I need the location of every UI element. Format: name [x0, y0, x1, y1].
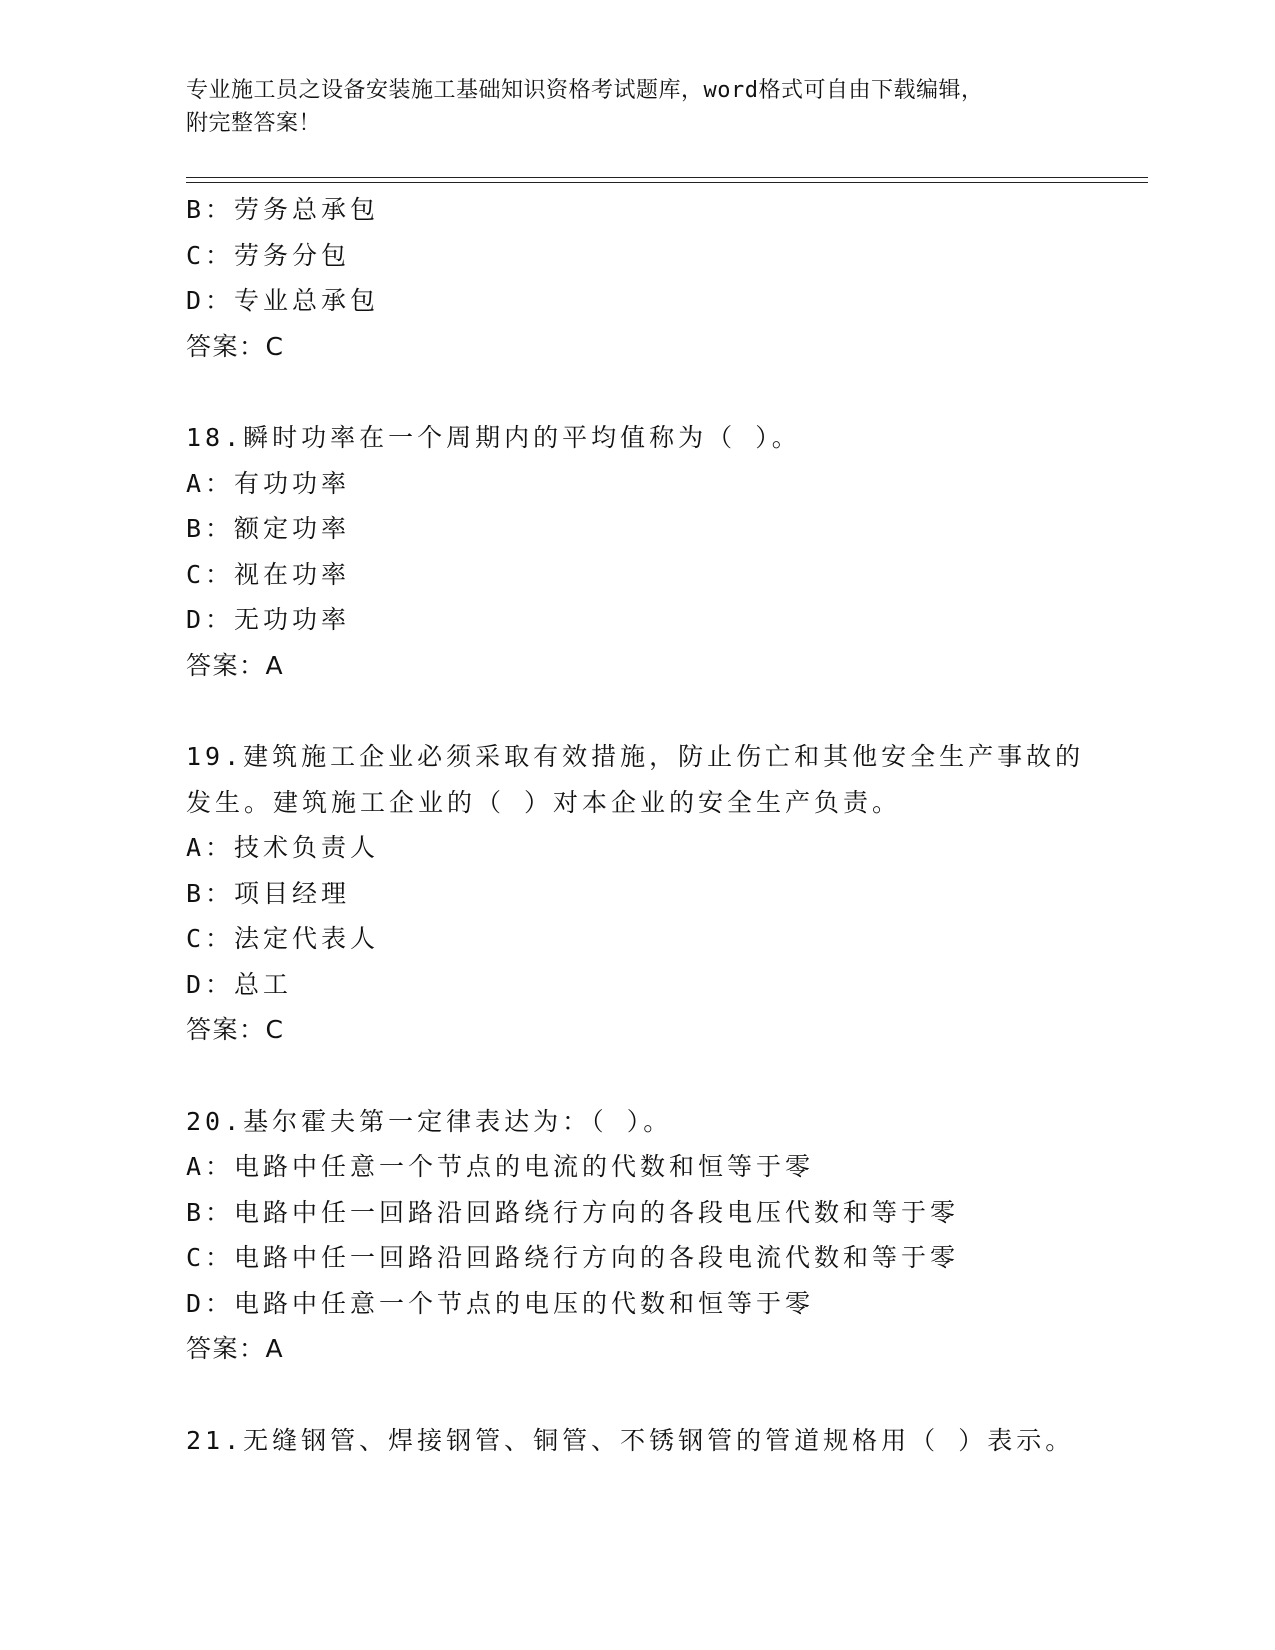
option-d: D：总工: [186, 969, 293, 999]
question-text: 21.无缝钢管、焊接钢管、铜管、不锈钢管的管道规格用（ ）表示。: [186, 1425, 1075, 1455]
answer: 答案：C: [186, 331, 285, 361]
question-text: 20.基尔霍夫第一定律表达为：（ ）。: [186, 1106, 673, 1136]
option-c: C：法定代表人: [186, 924, 380, 953]
header-title-line-1: 专业施工员之设备安装施工基础知识资格考试题库，word格式可自由下载编辑，: [186, 78, 984, 103]
option-a: A：有功功率: [186, 468, 351, 498]
header-divider-bottom: [186, 182, 1148, 183]
header-title-line-2: 附完整答案！: [186, 111, 322, 136]
header-divider-top: [186, 177, 1148, 178]
option-c: C：电路中任一回路沿回路绕行方向的各段电流代数和等于零: [186, 1243, 960, 1272]
question-text-continued: 发生。建筑施工企业的（ ）对本企业的安全生产负责。: [186, 787, 902, 817]
question-20: [186, 1099, 1146, 1372]
document-header: [186, 74, 1086, 140]
option-a: A：电路中任意一个节点的电流的代数和恒等于零: [186, 1152, 815, 1181]
option-d: D：专业总承包: [186, 286, 380, 315]
question-gap: [186, 369, 1146, 415]
option-d: D：无功功率: [186, 605, 351, 634]
answer: 答案：A: [186, 1334, 285, 1363]
answer: 答案：A: [186, 650, 285, 680]
option-b: B：项目经理: [186, 878, 351, 908]
answer: 答案：C: [186, 1015, 285, 1044]
question-gap: [186, 1053, 1146, 1099]
option-c: C：劳务分包: [186, 240, 351, 270]
question-21: [186, 1418, 1146, 1464]
question-18: [186, 415, 1146, 688]
question-gap: [186, 688, 1146, 734]
option-a: A：技术负责人: [186, 833, 380, 862]
question-19: [186, 734, 1146, 1053]
option-b: B：电路中任一回路沿回路绕行方向的各段电压代数和等于零: [186, 1197, 960, 1227]
question-text: 18.瞬时功率在一个周期内的平均值称为（ ）。: [186, 423, 801, 452]
option-c: C：视在功率: [186, 559, 351, 589]
option-b: B：额定功率: [186, 514, 351, 543]
option-d: D：电路中任意一个节点的电压的代数和恒等于零: [186, 1288, 815, 1318]
option-b: B：劳务总承包: [186, 195, 380, 224]
document-body: [186, 187, 1146, 1463]
question-text: 19.建筑施工企业必须采取有效措施，防止伤亡和其他安全生产事故的: [186, 742, 1085, 771]
question-17-continued: [186, 187, 1146, 369]
question-gap: [186, 1372, 1146, 1418]
